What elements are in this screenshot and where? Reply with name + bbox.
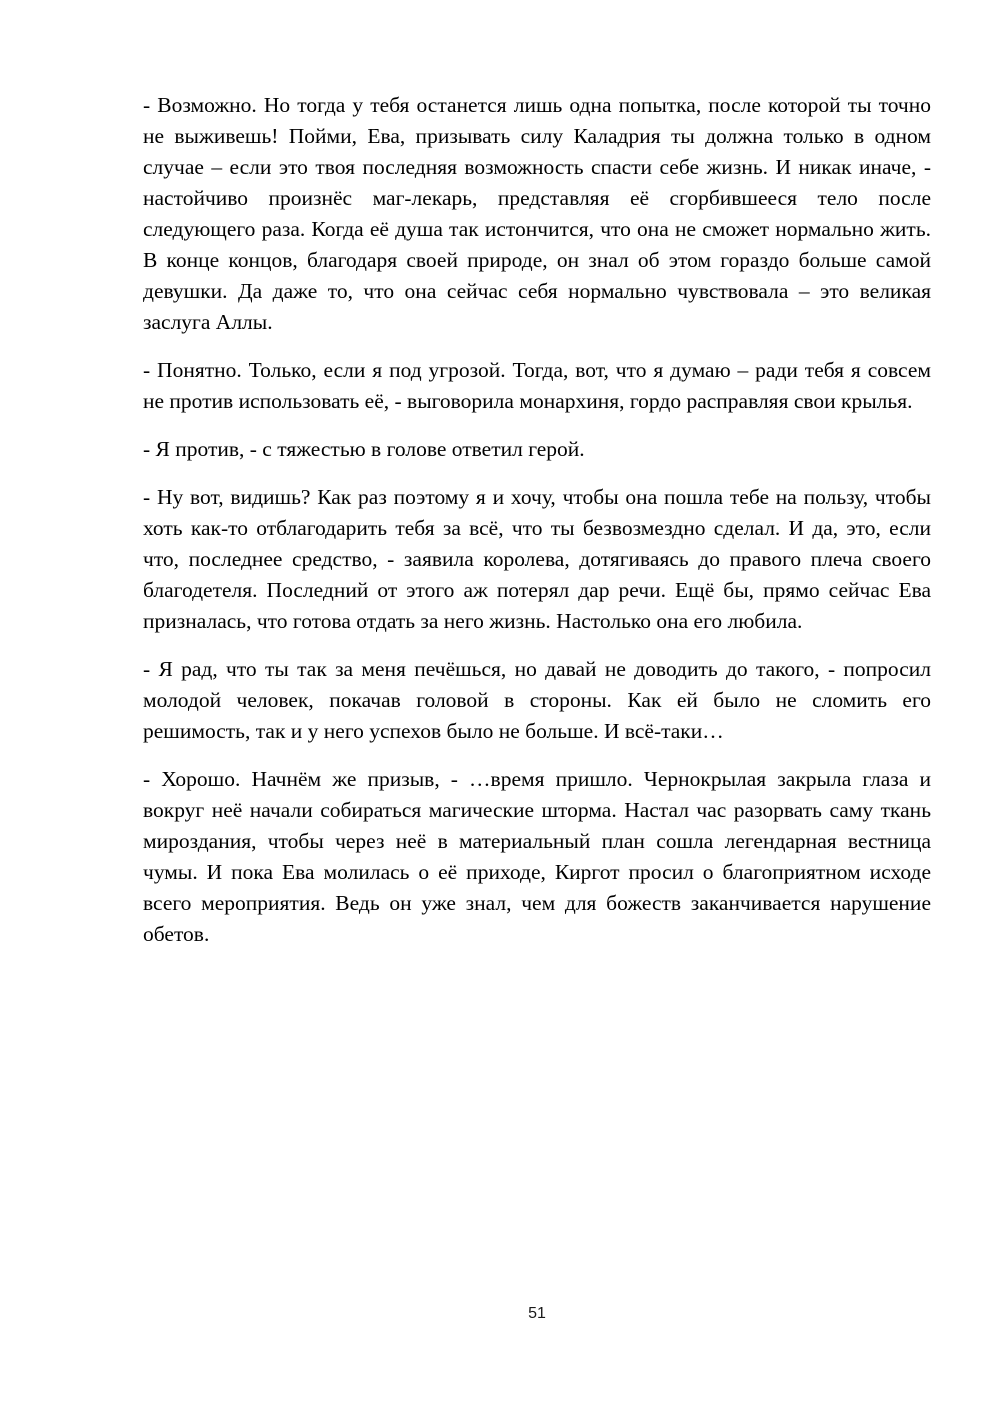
paragraph-dialogue-5: - Я рад, что ты так за меня печёшься, но давай не доводить до такого, - попросил молодой человек, покачав головой в стороны. Как ей было не сломить его решимость, так и у него успехов было не больше. И всё-таки… (143, 657, 931, 743)
page-number: 51 (528, 1305, 546, 1322)
paragraph-dialogue-1: - Возможно. Но тогда у тебя останется лишь одна попытка, после которой ты точно не выживешь! Пойми, Ева, призывать силу Каладрия ты должна только в одном случае – если это твоя последняя возможность спасти себе жизнь. И никак иначе, - настойчиво произнёс маг-лекарь, представляя её сгорбившееся тело после следующего раза. Когда её душа так истончится, что она не сможет нормально жить. В конце концов, благодаря своей природе, он знал об этом гораздо больше самой девушки. Да даже то, что она сейчас себя нормально чувствовала – это великая заслуга Аллы. (143, 93, 931, 334)
page-content (143, 90, 931, 967)
paragraph-dialogue-3: - Я против, - с тяжестью в голове ответил герой. (143, 437, 585, 461)
paragraph-dialogue-4: - Ну вот, видишь? Как раз поэтому я и хочу, чтобы она пошла тебе на пользу, чтобы хоть как-то отблагодарить тебя за всё, что ты безвозмездно сделал. И да, это, если что, последнее средство, - заявила королева, дотягиваясь до правого плеча своего благодетеля. Последний от этого аж потерял дар речи. Ещё бы, прямо сейчас Ева призналась, что готова отдать за него жизнь. Настолько она его любила. (143, 485, 931, 633)
paragraph-dialogue-2: - Понятно. Только, если я под угрозой. Тогда, вот, что я думаю – ради тебя я совсем не против использовать её, - выговорила монархиня, гордо расправляя свои крылья. (143, 358, 931, 413)
paragraph-dialogue-6: - Хорошо. Начнём же призыв, - …время пришло. Чернокрылая закрыла глаза и вокруг неё начали собираться магические шторма. Настал час разорвать саму ткань мироздания, чтобы через неё в материальный план сошла легендарная вестница чумы. И пока Ева молилась о её приходе, Киргот просил о благоприятном исходе всего мероприятия. Ведь он уже знал, чем для божеств заканчивается нарушение обетов. (143, 767, 931, 946)
